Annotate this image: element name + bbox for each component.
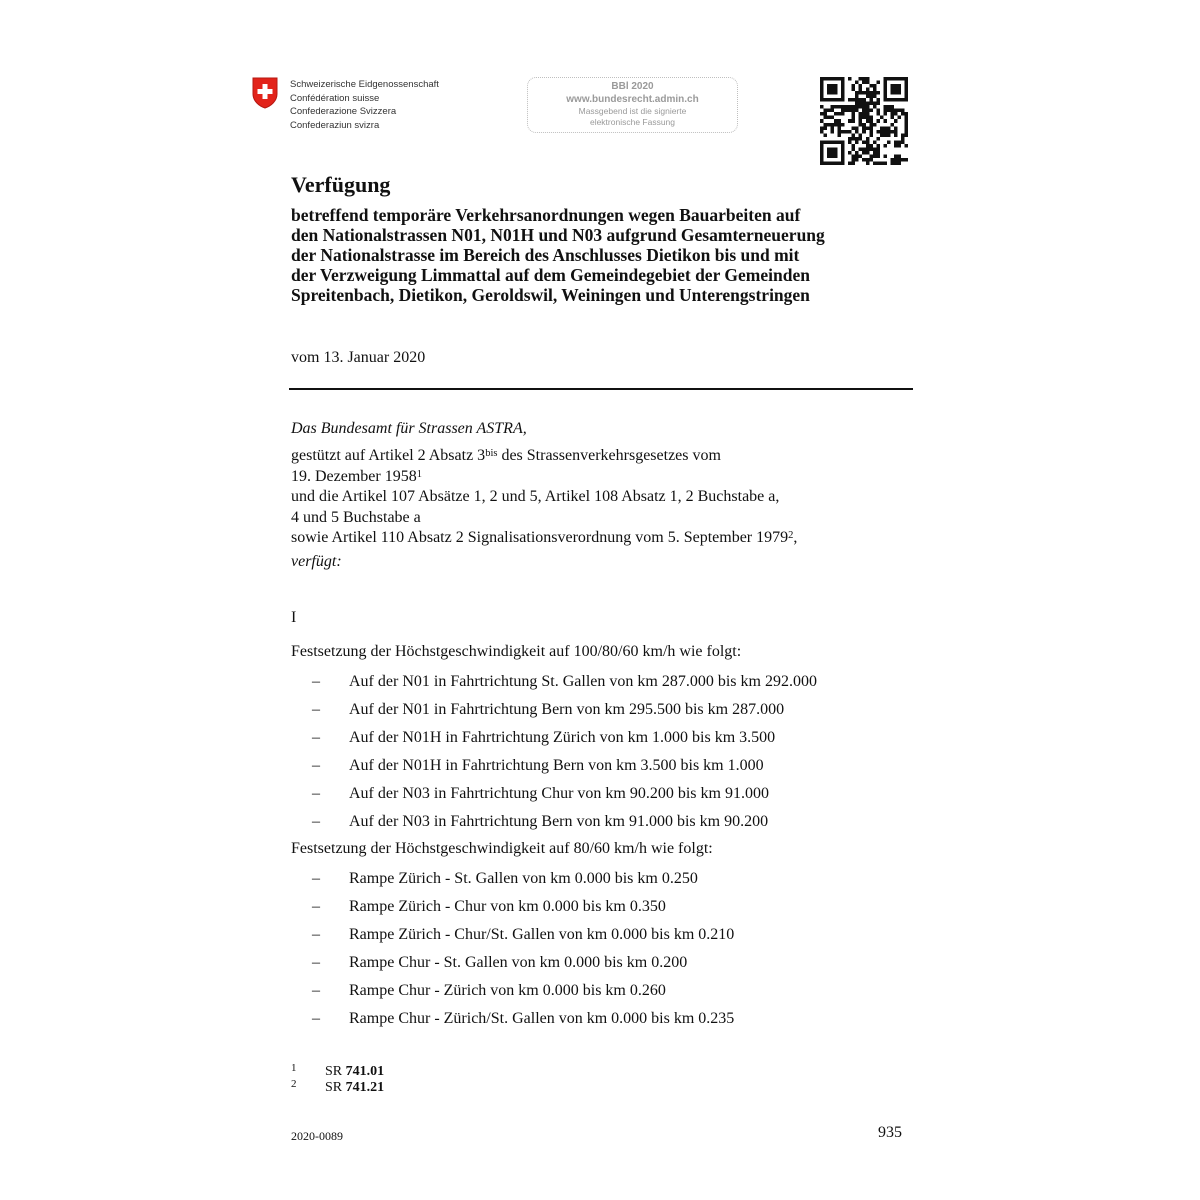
subtitle-line: Spreitenbach, Dietikon, Geroldswil, Weiningen und Unterengstringen <box>291 285 810 305</box>
document-subtitle <box>291 205 931 305</box>
footnote-sr-number: 741.21 <box>345 1080 385 1095</box>
basis-line: und die Artikel 107 Absätze 1, 2 und 5, Artikel 108 Absatz 1, 2 Buchstabe a, <box>291 488 780 505</box>
stamp-gazette: BBl 2020 <box>611 81 654 92</box>
swiss-cross-icon <box>252 77 278 109</box>
list-item-text: Auf der N03 in Fahrtrichtung Chur von km 90.200 bis km 91.000 <box>349 785 769 802</box>
document-number: 2020-0089 <box>291 1129 343 1143</box>
basis-text: 19. Dezember 1958 <box>291 467 417 485</box>
document-title: Verfügung <box>291 172 391 197</box>
legal-basis <box>291 446 797 549</box>
footnote-marker-1[interactable]: 1 <box>416 468 422 480</box>
list-dash: – <box>312 701 320 718</box>
list-dash: – <box>312 785 320 802</box>
stamp-url[interactable]: www.bundesrecht.admin.ch <box>566 94 699 105</box>
basis-line <box>291 467 797 488</box>
list-item-text: Rampe Chur - St. Gallen von km 0.000 bis km 0.200 <box>349 954 688 971</box>
list-item-text: Rampe Zürich - St. Gallen von km 0.000 bis km 0.250 <box>349 870 698 887</box>
document-date: vom 13. Januar 2020 <box>291 349 426 366</box>
federation-line-fr: Confédération suisse <box>290 92 380 104</box>
list-dash: – <box>312 813 320 830</box>
list-item-text: Rampe Zürich - Chur/St. Gallen von km 0.000 bis km 0.210 <box>349 926 735 943</box>
footnote-sr-number: 741.01 <box>345 1064 385 1079</box>
subtitle-line: der Verzweigung Limmattal auf dem Gemeindegebiet der Gemeinden <box>291 265 810 285</box>
section-numeral: I <box>291 609 297 626</box>
publication-stamp <box>527 77 738 133</box>
list-dash: – <box>312 729 320 746</box>
list-item-text: Rampe Zürich - Chur von km 0.000 bis km 0.350 <box>349 898 666 915</box>
list-dash: – <box>312 926 320 943</box>
list-dash: – <box>312 870 320 887</box>
title-divider <box>289 388 913 390</box>
basis-line <box>291 528 797 549</box>
federation-line-rm: Confederaziun svizra <box>290 119 380 131</box>
subtitle-line: der Nationalstrasse im Bereich des Anschlusses Dietikon bis und mit <box>291 245 800 265</box>
speed-limit-intro-2: Festsetzung der Höchstgeschwindigkeit auf 80/60 km/h wie folgt: <box>291 840 713 857</box>
federation-line-de: Schweizerische Eidgenossenschaft <box>290 79 439 90</box>
basis-line <box>291 446 797 467</box>
footnote-marker-2[interactable]: 2 <box>788 530 794 541</box>
decree-verb: verfügt: <box>291 553 342 570</box>
footnote-reference[interactable] <box>325 1064 384 1080</box>
list-item-text: Auf der N01H in Fahrtrichtung Zürich von km 1.000 bis km 3.500 <box>349 729 776 746</box>
list-dash: – <box>312 673 320 690</box>
stamp-note-1: Massgebend ist die signierte <box>578 106 687 116</box>
qr-code-icon <box>820 77 908 165</box>
list-item-text: Auf der N01 in Fahrtrichtung Bern von km 295.500 bis km 287.000 <box>349 701 785 718</box>
footnote-reference[interactable] <box>325 1080 384 1096</box>
issuing-authority: Das Bundesamt für Strassen ASTRA, <box>291 420 527 437</box>
footnote-number: 2 <box>291 1078 297 1090</box>
list-dash: – <box>312 1010 320 1027</box>
federation-name <box>290 78 439 132</box>
list-dash: – <box>312 757 320 774</box>
basis-text: des Strassenverkehrsgesetzes vom <box>497 447 721 464</box>
list-item-text: Auf der N03 in Fahrtrichtung Bern von km 91.000 bis km 90.200 <box>349 813 769 830</box>
list-item-text: Rampe Chur - Zürich von km 0.000 bis km 0.260 <box>349 982 666 999</box>
footnote-number: 1 <box>291 1062 297 1074</box>
list-dash: – <box>312 982 320 999</box>
list-dash: – <box>312 898 320 915</box>
superscript-bis: bis <box>485 448 498 459</box>
basis-line: 4 und 5 Buchstabe a <box>291 508 421 526</box>
list-item-text: Auf der N01 in Fahrtrichtung St. Gallen von km 287.000 bis km 292.000 <box>349 673 817 690</box>
basis-text: , <box>793 529 798 546</box>
subtitle-line: betreffend temporäre Verkehrsanordnungen wegen Bauarbeiten auf <box>291 205 801 225</box>
page-number: 935 <box>878 1124 902 1141</box>
list-dash: – <box>312 954 320 971</box>
list-item-text: Rampe Chur - Zürich/St. Gallen von km 0.000 bis km 0.235 <box>349 1010 735 1027</box>
federation-line-it: Confederazione Svizzera <box>290 106 397 117</box>
footnote-prefix: SR <box>325 1064 346 1079</box>
basis-text: sowie Artikel 110 Absatz 2 Signalisationsverordnung vom 5. September 1979 <box>291 529 789 546</box>
speed-limit-intro-1: Festsetzung der Höchstgeschwindigkeit auf 100/80/60 km/h wie folgt: <box>291 643 742 660</box>
stamp-note-2: elektronische Fassung <box>589 117 676 127</box>
list-item-text: Auf der N01H in Fahrtrichtung Bern von km 3.500 bis km 1.000 <box>349 757 764 774</box>
basis-text: gestützt auf Artikel 2 Absatz 3 <box>291 447 486 464</box>
footnote-prefix: SR <box>325 1080 346 1095</box>
subtitle-line: den Nationalstrassen N01, N01H und N03 aufgrund Gesamterneuerung <box>291 225 825 245</box>
